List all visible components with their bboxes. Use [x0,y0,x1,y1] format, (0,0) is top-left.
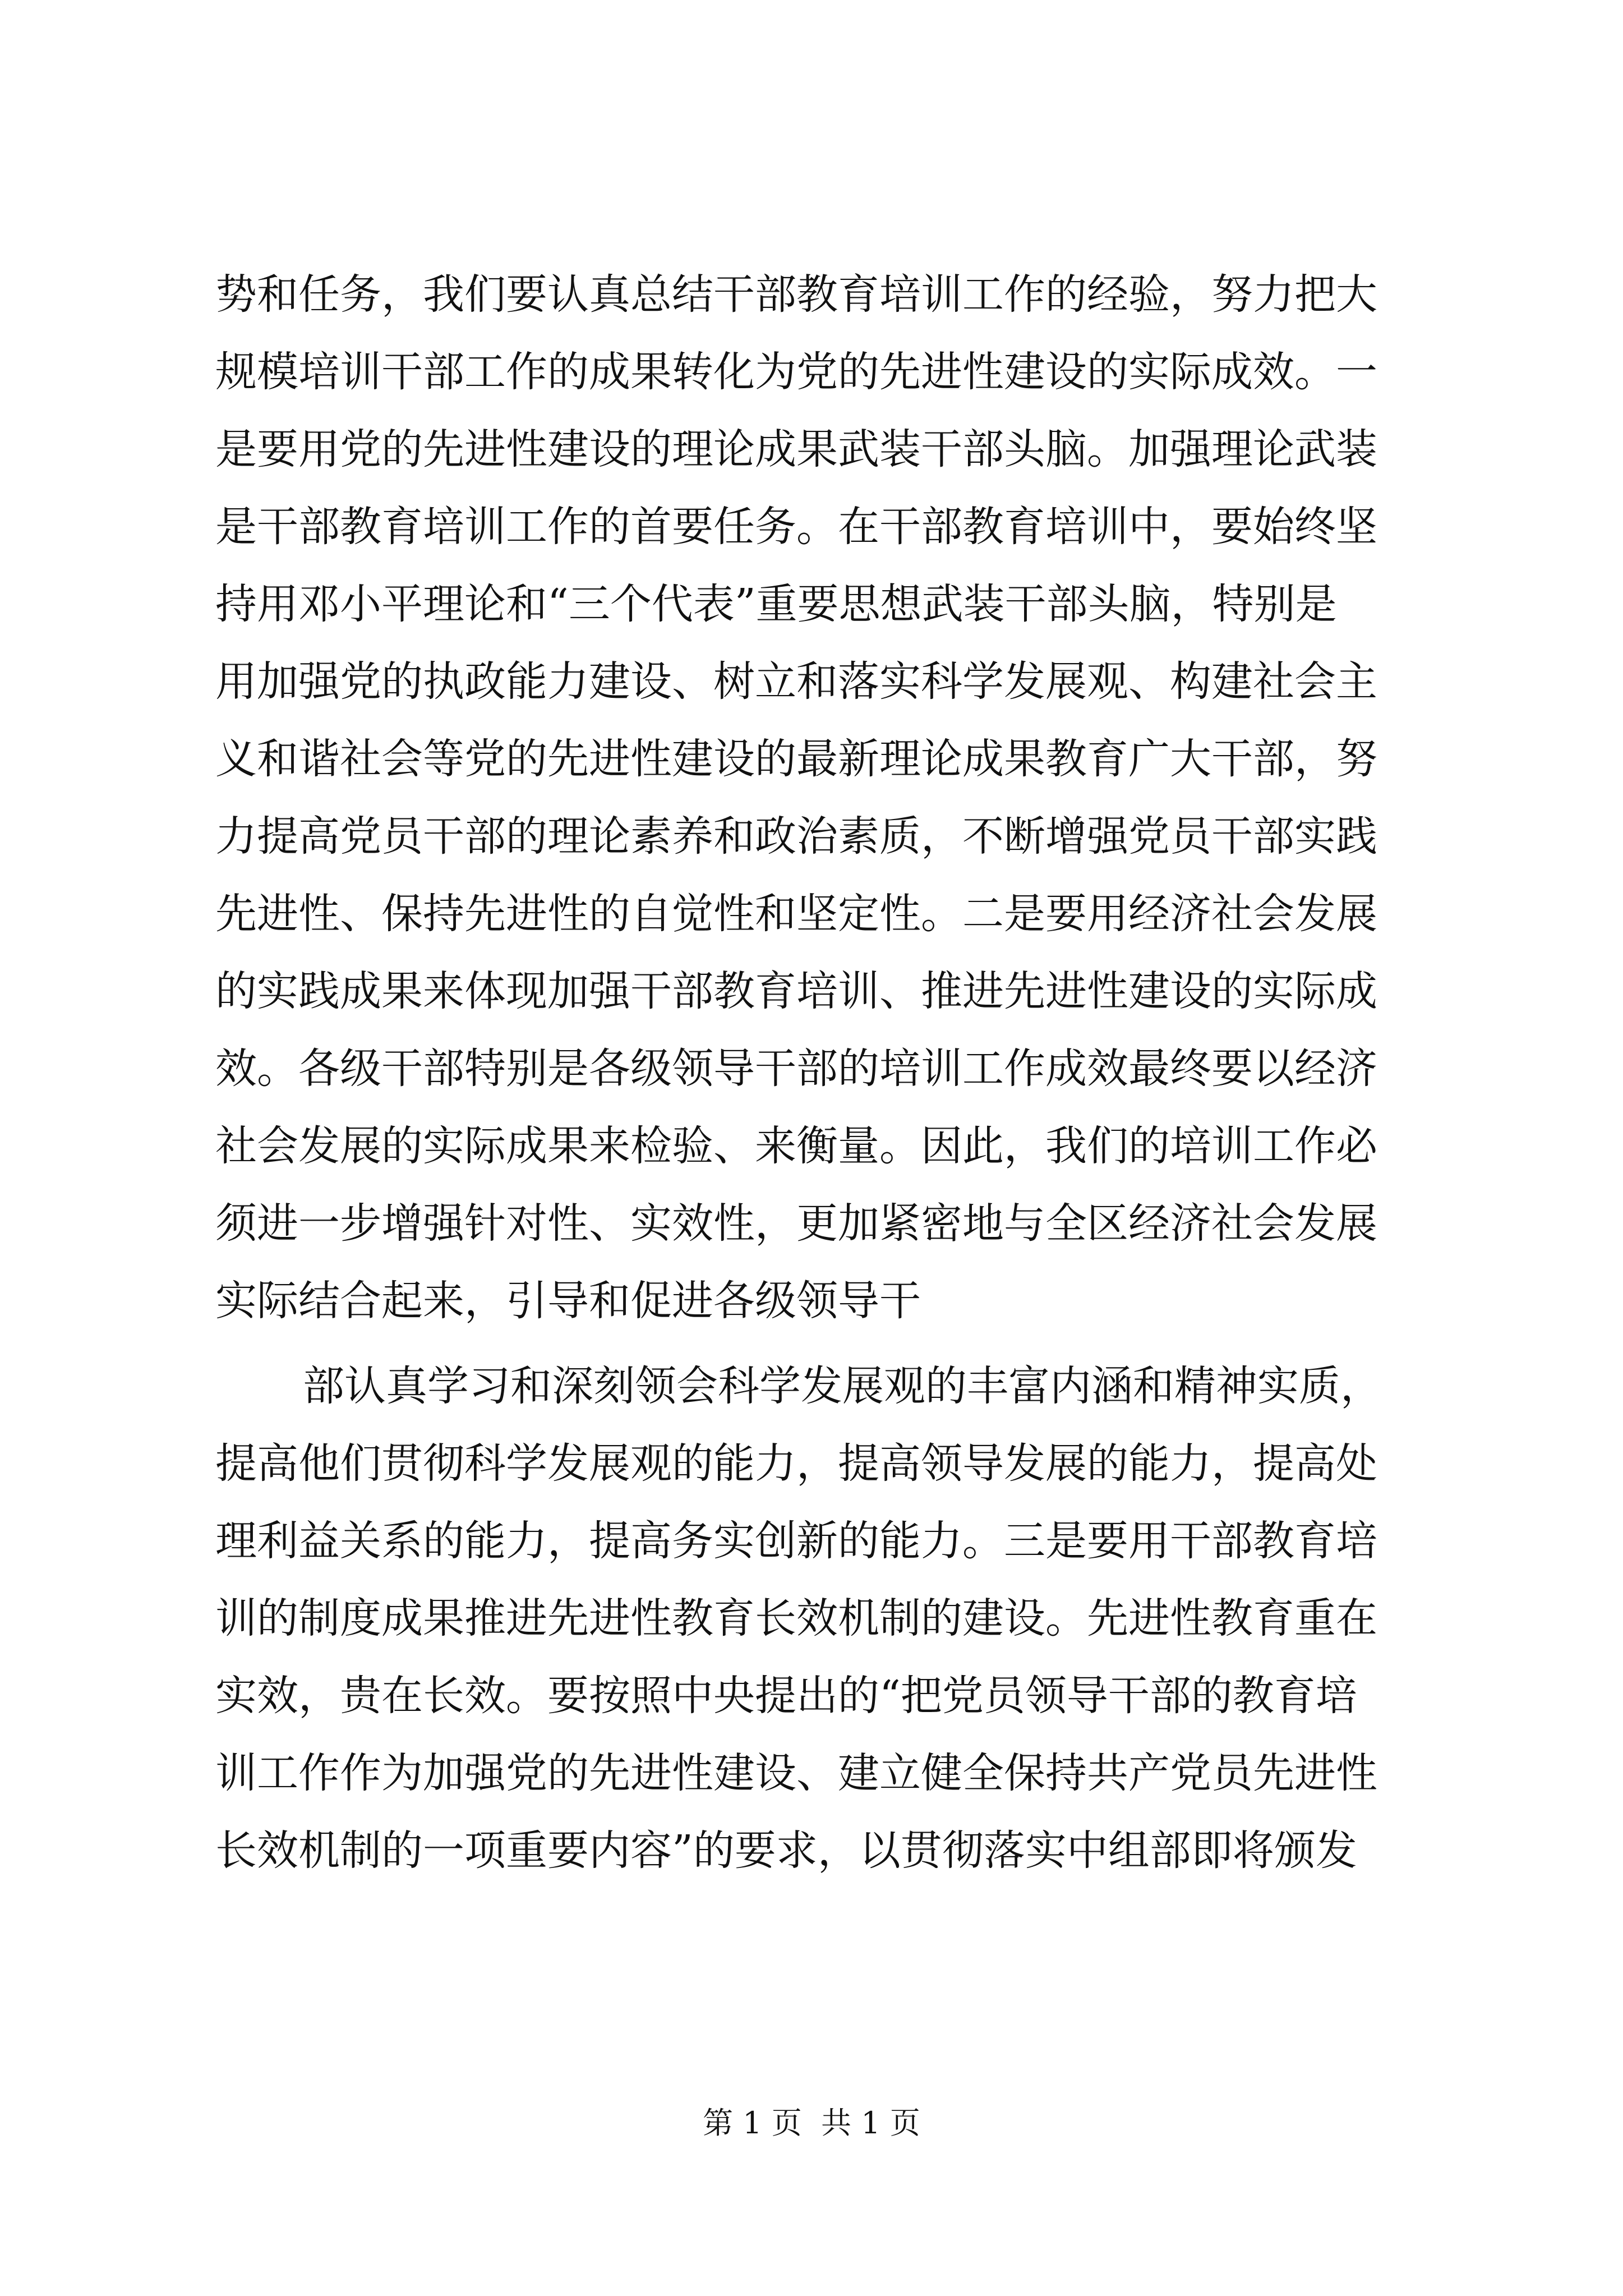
text-line: 部认真学习和深刻领会科学发展观的丰富内涵和精神实质， [303,1362,1382,1410]
text-line: 效。各级干部特别是各级领导干部的培训工作成效最终要以经济 [215,1045,1377,1093]
text-line: 长效机制的一项重要内容”的要求，以贯彻落实中组部即将颁发 [215,1826,1357,1875]
text-line: 持用邓小平理论和“三个代表”重要思想武装干部头脑，特别是 [215,580,1337,628]
text-line: 是要用党的先进性建设的理论成果武装干部头脑。加强理论武装 [215,425,1377,473]
text-line: 义和谐社会等党的先进性建设的最新理论成果教育广大干部，努 [215,735,1377,783]
paragraph-1 [215,256,1415,1340]
text-line: 用加强党的执政能力建设、树立和落实科学发展观、构建社会主 [215,657,1377,706]
text-line: 力提高党员干部的理论素养和政治素质，不断增强党员干部实践 [215,812,1377,861]
page-footer [0,2104,1623,2143]
text-line: 理利益关系的能力，提高务实创新的能力。三是要用干部教育培 [215,1517,1377,1565]
text-line: 训工作作为加强党的先进性建设、建立健全保持共产党员先进性 [215,1749,1377,1797]
paragraph-gap [215,1340,1415,1347]
paragraph-2 [215,1347,1415,1889]
text-line: 须进一步增强针对性、实效性，更加紧密地与全区经济社会发展 [215,1199,1377,1248]
text-line: 势和任务，我们要认真总结干部教育培训工作的经验，努力把大 [215,270,1377,319]
page-number-label: 第 1 页 共 1 页 [703,2105,920,2141]
text-line: 先进性、保持先进性的自觉性和坚定性。二是要用经济社会发展 [215,890,1377,938]
text-line: 实际结合起来，引导和促进各级领导干 [215,1277,921,1325]
document-body [215,256,1415,1889]
text-line: 训的制度成果推进先进性教育长效机制的建设。先进性教育重在 [215,1594,1377,1642]
text-line: 规模培训干部工作的成果转化为党的先进性建设的实际成效。一 [215,348,1377,396]
text-line: 社会发展的实际成果来检验、来衡量。因此，我们的培训工作必 [215,1122,1377,1170]
text-line: 的实践成果来体现加强干部教育培训、推进先进性建设的实际成 [215,967,1377,1015]
text-line: 是干部教育培训工作的首要任务。在干部教育培训中，要始终坚 [215,503,1377,551]
text-line: 提高他们贯彻科学发展观的能力，提高领导发展的能力，提高处 [215,1439,1377,1488]
text-line: 实效，贵在长效。要按照中央提出的“把党员领导干部的教育培 [215,1672,1357,1720]
